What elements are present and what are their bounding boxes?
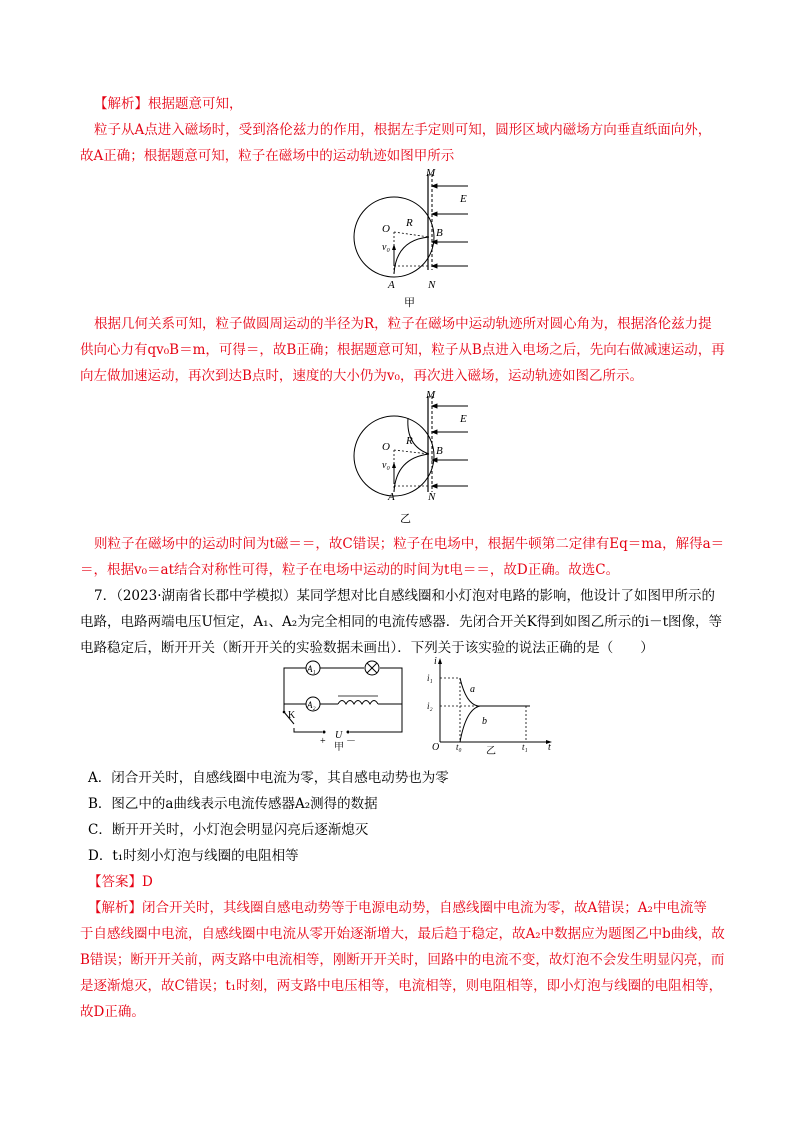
analysis3-line-1: 则粒子在磁场中的运动时间为t磁＝＝，故C错误；粒子在电场中，根据牛顿第二定律有Eq＝ma，解得a＝ [94, 536, 725, 552]
figure-yi-svg [348, 388, 478, 528]
analysis1-line-1 [94, 94, 243, 114]
label-A1: A₁ [307, 664, 316, 674]
analysis1-line-3: 故A正确；根据题意可知，粒子在磁场中的运动轨迹如图甲所示 [80, 148, 455, 164]
analysis1-tag: 【解析】 [94, 96, 148, 112]
question7-line-3: 电路稳定后，断开开关（断开开关的实验数据未画出）．下列关于该实验的说法正确的是（ ） [80, 640, 654, 656]
label-yi-B: B [436, 445, 443, 457]
option-c: C．断开开关时，小灯泡会明显闪亮后逐渐熄灭 [88, 822, 369, 838]
analysis4-tag: 【解析】 [88, 900, 142, 916]
figure-jia [348, 166, 478, 314]
analysis4-line-3: B错误；断开开关前，两支路中电流相等，刚断开开关时，回路中的电流不变，故灯泡不会发生明显闪亮，而 [80, 952, 725, 968]
figure-yi [348, 388, 478, 528]
analysis4-line-2: 于自感线圈中电流，自感线圈中电流从零开始逐渐增大，最后趋于稳定，故A₂中数据应为题图乙中b曲线，故 [80, 926, 725, 942]
label-i2: i₂ [427, 701, 433, 711]
label-t1: t₁ [522, 742, 528, 752]
answer-value: D [142, 874, 153, 890]
option-a: A．闭合开关时，自感线圈中电流为零，其自感电动势也为零 [88, 770, 449, 786]
analysis2-line-3: 向左做加速运动，再次到达B点时，速度的大小仍为v₀，再次进入磁场，运动轨迹如图乙所示。 [80, 368, 643, 384]
label-yi-R: R [406, 435, 413, 447]
label-t: t [548, 742, 551, 753]
analysis3-line-2: ＝，根据v₀＝at结合对称性可得，粒子在电场中运动的时间为t电＝＝，故D正确。故选C。 [80, 562, 620, 578]
label-b: b [482, 716, 487, 727]
analysis4-line-4: 是逐渐熄灭，故C错误；t₁时刻，两支路中电压相等，电流相等，则电阻相等，即小灯泡与线圈的电阻相等， [80, 978, 723, 994]
analysis1-text-1: 根据题意可知， [148, 96, 243, 112]
analysis4-line-1 [88, 898, 707, 918]
question7-line-2: 电路，电路两端电压U恒定，A₁、A₂为完全相同的电流传感器．先闭合开关K得到如图乙所示的i－t图像，等 [80, 614, 723, 630]
analysis2-line-1: 根据几何关系可知，粒子做圆周运动的半径为R，粒子在磁场中运动轨迹所对圆心角为，根据洛伦兹力提 [94, 316, 712, 332]
label-i1: i₁ [427, 673, 433, 683]
label-N: N [428, 279, 436, 291]
answer-line [88, 872, 153, 892]
analysis4-line-5: 故D正确。 [80, 1004, 145, 1020]
label-A2: A₂ [307, 700, 316, 710]
label-yi-N: N [428, 491, 436, 503]
label-R: R [406, 217, 413, 229]
circuit-svg [272, 652, 412, 760]
figure-jia-caption: 甲 [404, 297, 415, 309]
label-yi-v0: v₀ [382, 460, 390, 471]
label-t0: t₀ [456, 742, 462, 752]
label-origin: O [432, 742, 440, 753]
label-yi-O: O [382, 441, 390, 453]
label-a: a [470, 684, 475, 695]
option-b: B．图乙中的a曲线表示电流传感器A₂测得的数据 [88, 796, 378, 812]
label-K: K [288, 710, 296, 721]
circuit-diagram [272, 652, 412, 760]
it-graph-svg [420, 654, 560, 758]
label-O: O [382, 223, 390, 235]
analysis4-text-1: 闭合开关时，其线圈自感电动势等于电源电动势，自感线圈中电流为零，故A错误；A₂中电流等 [142, 900, 707, 916]
label-yi-M: M [426, 389, 436, 401]
label-M: M [426, 167, 436, 179]
figure-jia-svg [348, 166, 478, 314]
it-graph [420, 654, 560, 758]
answer-tag: 【答案】 [88, 874, 142, 890]
figure-yi-caption: 乙 [400, 513, 411, 525]
label-yi-E: E [460, 413, 467, 425]
analysis1-line-2: 粒子从A点进入磁场时，受到洛伦兹力的作用，根据左手定则可知，圆形区域内磁场方向垂直纸面向外， [94, 122, 712, 138]
label-v0: v₀ [382, 242, 390, 253]
circuit-caption: 甲 [334, 742, 344, 753]
label-E: E [460, 193, 467, 205]
question7-line-1: 7．（2023·湖南省长郡中学模拟）某同学想对比自感线圈和小灯泡对电路的影响，他设计了如图甲所示的 [94, 588, 715, 604]
label-i: i [434, 656, 437, 667]
label-B: B [436, 227, 443, 239]
label-plus: + [320, 736, 326, 747]
label-minus: － [346, 736, 356, 747]
analysis2-line-2: 供向心力有qv₀B＝m，可得＝，故B正确；根据题意可知，粒子从B点进入电场之后，先向右做减速运动，再 [80, 342, 725, 358]
graph-caption: 乙 [486, 746, 496, 757]
label-A: A [388, 279, 395, 291]
option-d: D．t₁时刻小灯泡与线圈的电阻相等 [88, 848, 299, 864]
label-U: U [335, 730, 343, 741]
label-yi-A: A [388, 491, 395, 503]
